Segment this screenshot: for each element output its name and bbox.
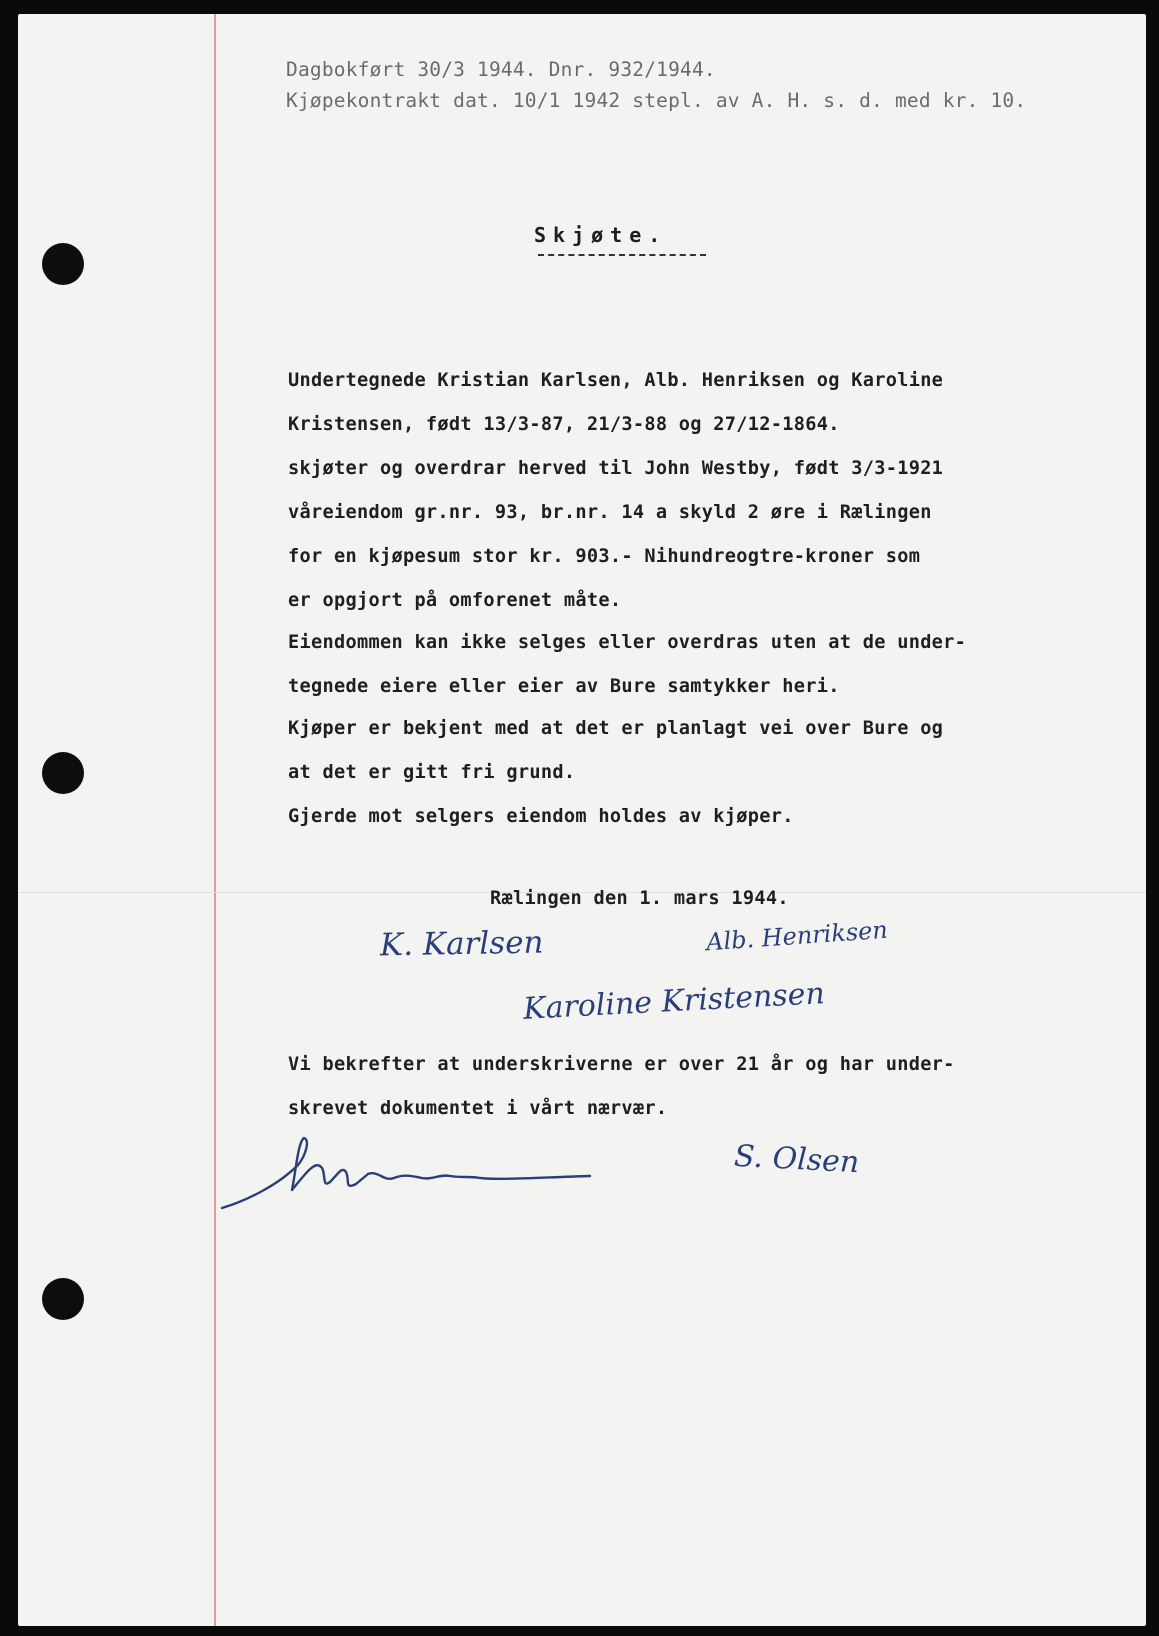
body-line-10: at det er gitt fri grund. (288, 762, 576, 783)
body-line-1: Undertegnede Kristian Karlsen, Alb. Henriksen og Karoline (288, 370, 944, 391)
punch-hole-bottom (42, 1278, 84, 1320)
body-line-7: Eiendommen kan ikke selges eller overdras uten at de under- (288, 632, 967, 653)
witness-signature-1 (218, 1130, 618, 1220)
place-date: Rælingen den 1. mars 1944. (490, 888, 789, 909)
body-line-5: for en kjøpesum stor kr. 903.- Nihundreogtre-kroner som (288, 546, 921, 567)
body-line-8: tegnede eiere eller eier av Bure samtykker heri. (288, 676, 840, 697)
body-line-9: Kjøper er bekjent med at det er planlagt vei over Bure og (288, 718, 944, 739)
confirmation-line-1: Vi bekrefter at underskriverne er over 21 år og har under- (288, 1054, 955, 1075)
signature-alb-henriksen: Alb. Henriksen (705, 915, 889, 957)
confirmation-line-2: skrevet dokumentet i vårt nærvær. (288, 1098, 668, 1119)
body-line-4: våreiendom gr.nr. 93, br.nr. 14 a skyld 2 øre i Rælingen (288, 502, 932, 523)
contract-note: Kjøpekontrakt dat. 10/1 1942 stepl. av A. H. s. d. med kr. 10. (286, 89, 1027, 112)
title-underline (538, 254, 706, 256)
body-line-11: Gjerde mot selgers eiendom holdes av kjøper. (288, 806, 794, 827)
document-title: Skjøte. (534, 223, 668, 247)
body-line-2: Kristensen, født 13/3-87, 21/3-88 og 27/12-1864. (288, 414, 840, 435)
witness-signature-2: S. Olsen (733, 1138, 861, 1181)
signature-karoline-kristensen: Karoline Kristensen (522, 976, 826, 1027)
signature-k-karlsen: K. Karlsen (379, 924, 544, 964)
punch-hole-middle (42, 752, 84, 794)
body-line-3: skjøter og overdrar herved til John Westby, født 3/3-1921 (288, 458, 944, 479)
body-line-6: er opgjort på omforenet måte. (288, 590, 622, 611)
margin-line (214, 14, 216, 1626)
punch-hole-top (42, 243, 84, 285)
document-page (18, 14, 1146, 1626)
registration-note: Dagbokført 30/3 1944. Dnr. 932/1944. (286, 58, 716, 81)
